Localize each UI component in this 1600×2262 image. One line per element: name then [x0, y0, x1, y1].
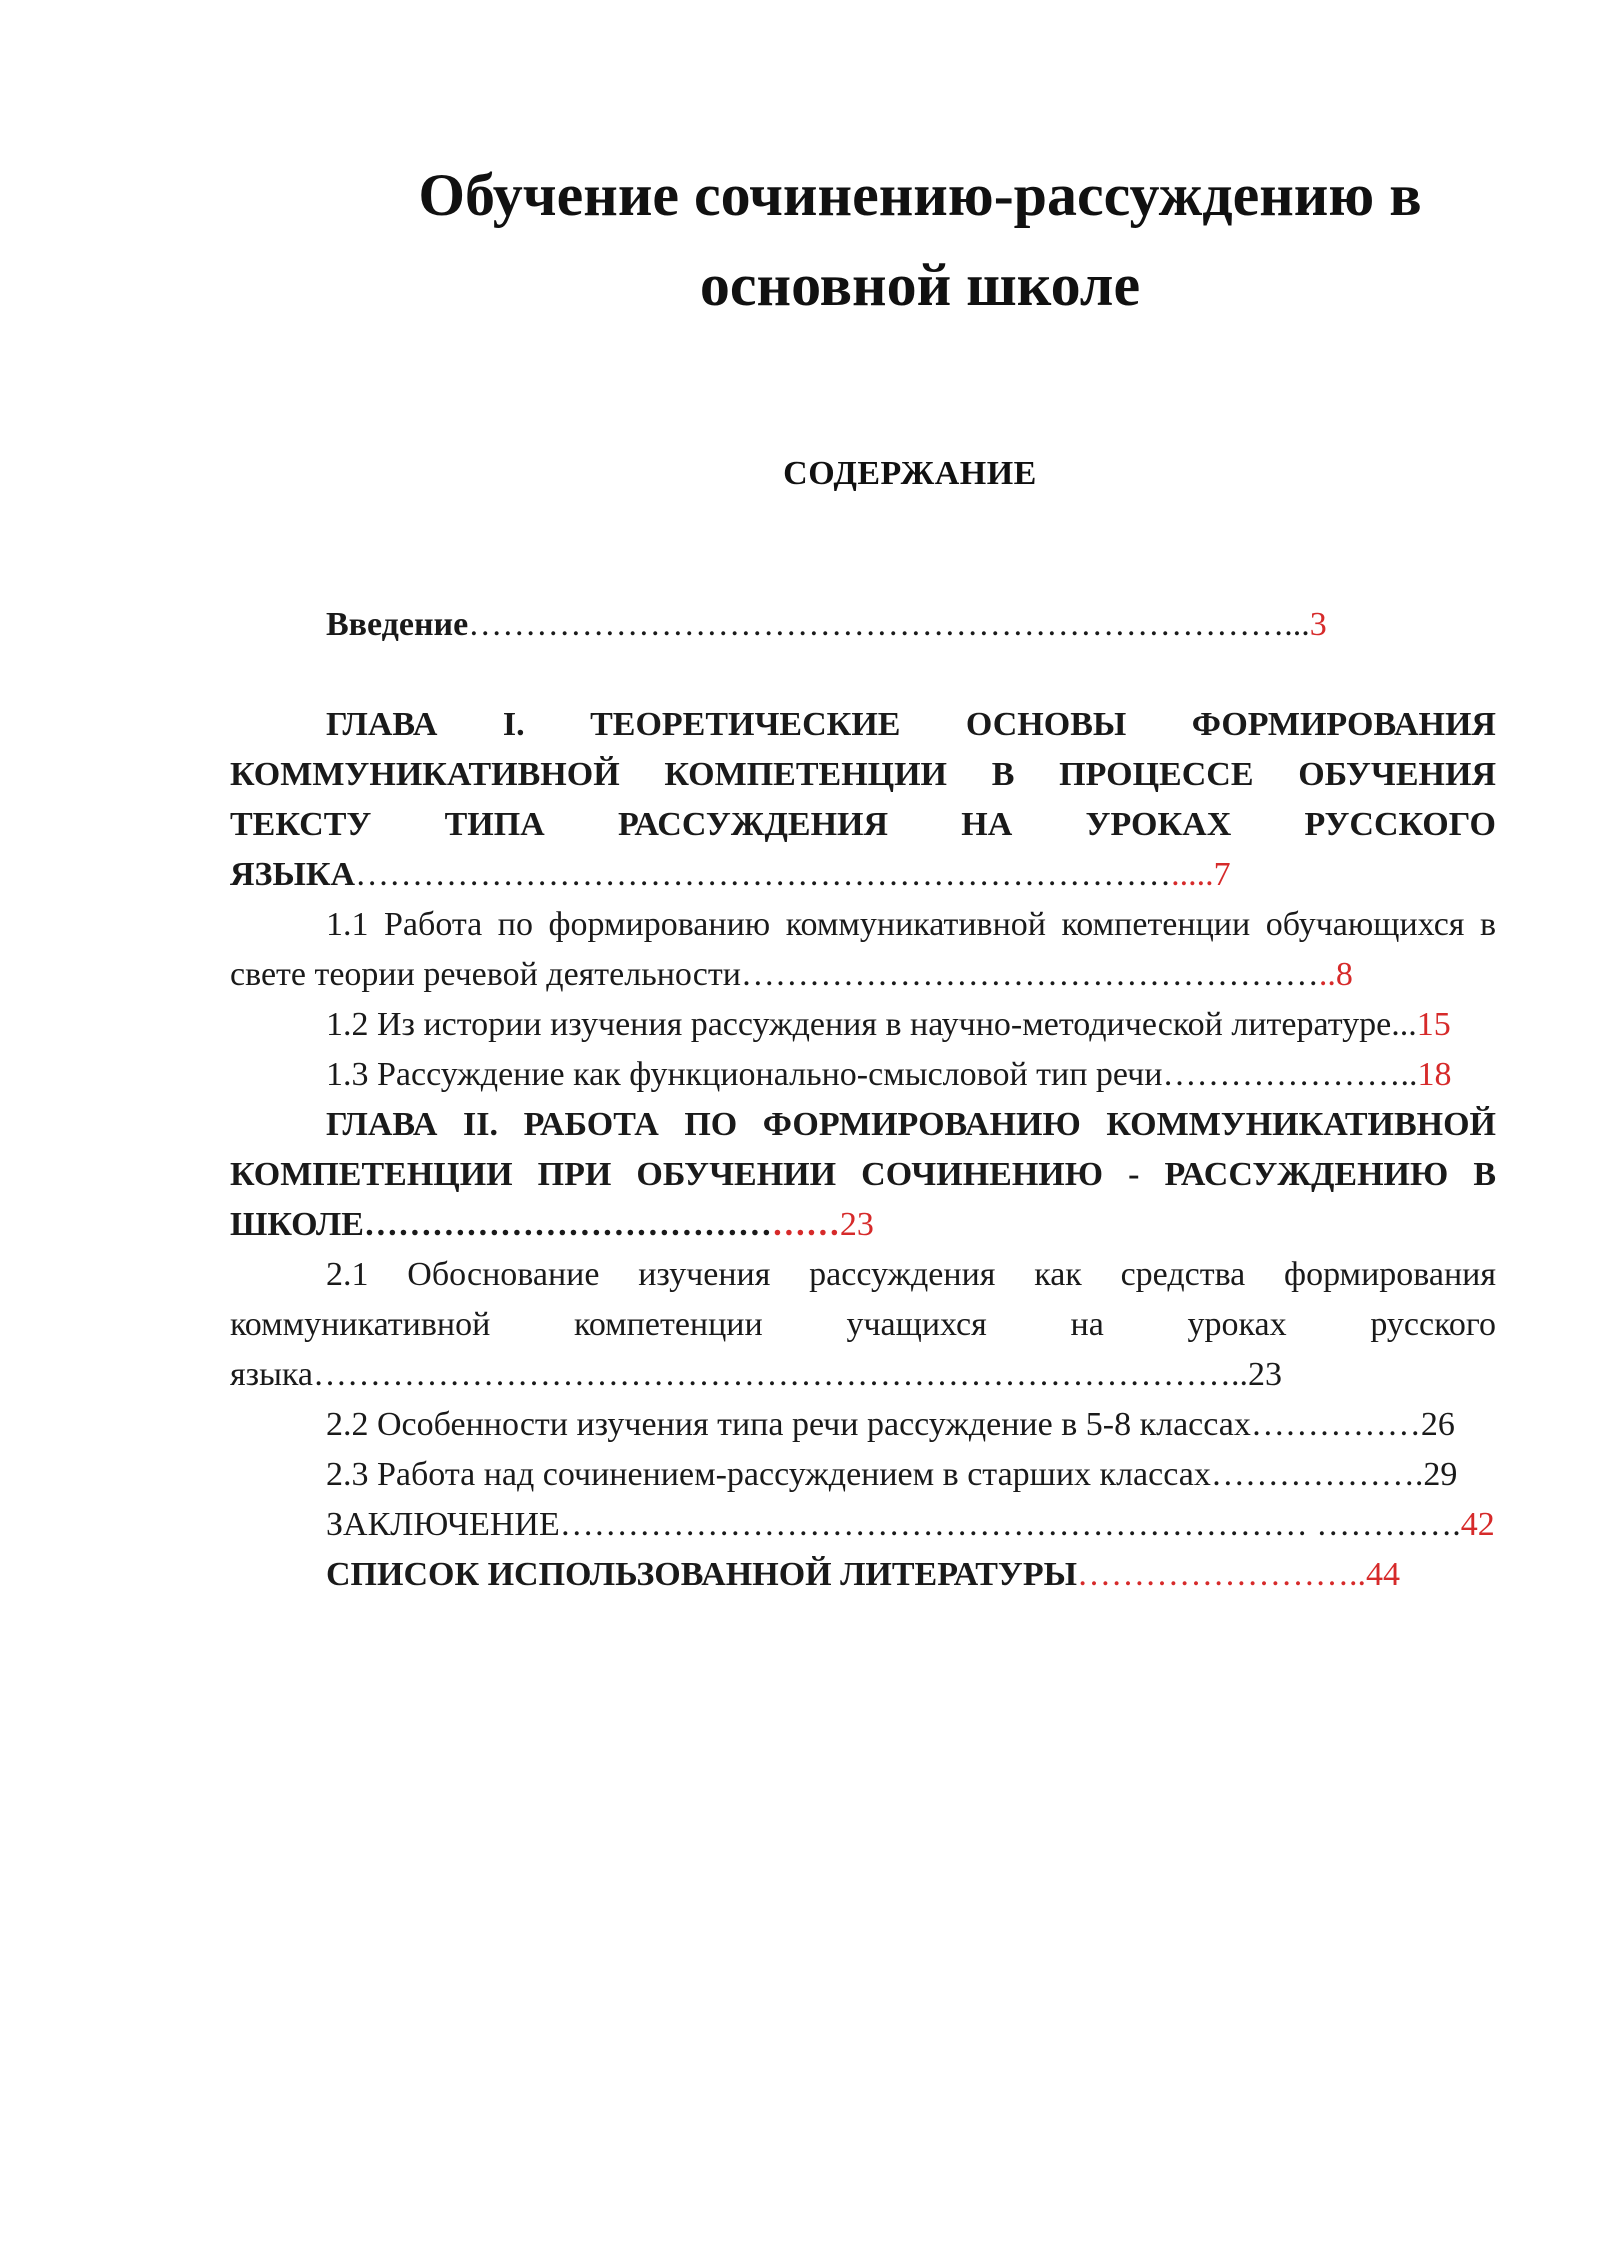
- toc-entry-section-2-2: [230, 1400, 1496, 1450]
- toc-entry-label: СПИСОК ИСПОЛЬЗОВАННОЙ ЛИТЕРАТУРЫ: [326, 1556, 1077, 1593]
- toc-entry-chapter-2: [230, 1100, 1496, 1250]
- toc-page-number: 7: [1213, 856, 1231, 893]
- toc-leader-dots-red: .....: [1171, 856, 1214, 893]
- toc-leader-dots: ………………………………………………………………...: [468, 606, 1310, 643]
- toc-entry-label: 2.1 Обоснование изучения рассуждения как средства формирования коммуникативной компетенции учащихся на уроках русского языка: [230, 1256, 1496, 1393]
- toc-entry-references: [230, 1550, 1496, 1600]
- document-title-line-2: основной школе: [699, 252, 1141, 318]
- toc-leader-dots: …………………..: [1162, 1056, 1418, 1093]
- toc-page-number: 29: [1423, 1456, 1458, 1493]
- toc-entry-label: ГЛАВА I. ТЕОРЕТИЧЕСКИЕ ОСНОВЫ ФОРМИРОВАНИЯ КОММУНИКАТИВНОЙ КОМПЕТЕНЦИИ В ПРОЦЕССЕ ОБУЧЕНИЯ ТЕКСТУ ТИПА РАССУЖДЕНИЯ НА УРОКАХ РУССКОГО ЯЗЫКА: [230, 706, 1496, 893]
- toc-leader-dots: ………………………………………………………………: [355, 856, 1172, 893]
- toc-entry-label: Введение: [326, 606, 469, 643]
- toc-leader-dots-red: ……: [771, 1206, 840, 1243]
- toc-leader-dots: ……………………………………………: [740, 956, 1319, 993]
- table-of-contents: [230, 600, 1496, 1600]
- document-title: [320, 150, 1520, 330]
- toc-leader-dots: ………………………………………………………… ………….: [559, 1506, 1461, 1543]
- toc-page-number: 8: [1335, 956, 1353, 993]
- toc-entry-section-1-3: [230, 1050, 1496, 1100]
- toc-entry-chapter-1: [230, 700, 1496, 900]
- toc-heading: СОДЕРЖАНИЕ: [783, 455, 1037, 492]
- toc-entry-section-1-1: [230, 900, 1496, 1000]
- toc-entry-section-2-3: [230, 1450, 1496, 1500]
- toc-entry-conclusion: [230, 1500, 1496, 1550]
- toc-page-number: 44: [1366, 1556, 1400, 1593]
- toc-entry-label: 1.1 Работа по формированию коммуникативной компетенции обучающихся в свете теории речевой деятельности: [230, 906, 1496, 993]
- toc-page-number: 18: [1417, 1056, 1452, 1093]
- toc-leader-dots: ...: [1391, 1006, 1417, 1043]
- document-title-line-1: Обучение сочинению-рассуждению в: [418, 162, 1422, 228]
- toc-entry-label: 1.3 Рассуждение как функционально-смысловой тип речи: [326, 1056, 1163, 1093]
- toc-entry-section-1-2: [230, 1000, 1496, 1050]
- toc-entry-label: ЗАКЛЮЧЕНИЕ: [326, 1506, 560, 1543]
- toc-page-number: 42: [1460, 1506, 1495, 1543]
- toc-entry-introduction: [230, 600, 1496, 650]
- toc-entry-label: 2.2 Особенности изучения типа речи рассуждение в 5-8 классах: [326, 1406, 1251, 1443]
- toc-entry-label: 1.2 Из истории изучения рассуждения в научно-методической литературе: [326, 1006, 1392, 1043]
- toc-page-number: 23: [839, 1206, 874, 1243]
- toc-page-number: 26: [1420, 1406, 1455, 1443]
- toc-leader-dots: ………………………………: [363, 1206, 772, 1243]
- toc-leader-dots: ……………: [1250, 1406, 1421, 1443]
- toc-entry-section-2-1: [230, 1250, 1496, 1400]
- toc-page-number: 23: [1248, 1356, 1283, 1393]
- toc-leader-dots: ………………………………………………………………………..: [313, 1356, 1249, 1393]
- toc-leader-dots-red: ..: [1318, 956, 1336, 993]
- toc-leader-dots: ……………………..: [1077, 1556, 1366, 1593]
- toc-page-number: 15: [1416, 1006, 1451, 1043]
- toc-entry-label: ГЛАВА II. РАБОТА ПО ФОРМИРОВАНИЮ КОММУНИКАТИВНОЙ КОМПЕТЕНЦИИ ПРИ ОБУЧЕНИИ СОЧИНЕНИЮ - РАССУЖДЕНИЮ В ШКОЛЕ: [230, 1106, 1496, 1243]
- toc-entry-label: 2.3 Работа над сочинением-рассуждением в старших классах: [326, 1456, 1211, 1493]
- toc-page-number: 3: [1309, 606, 1327, 643]
- toc-leader-dots: ……………….: [1210, 1456, 1424, 1493]
